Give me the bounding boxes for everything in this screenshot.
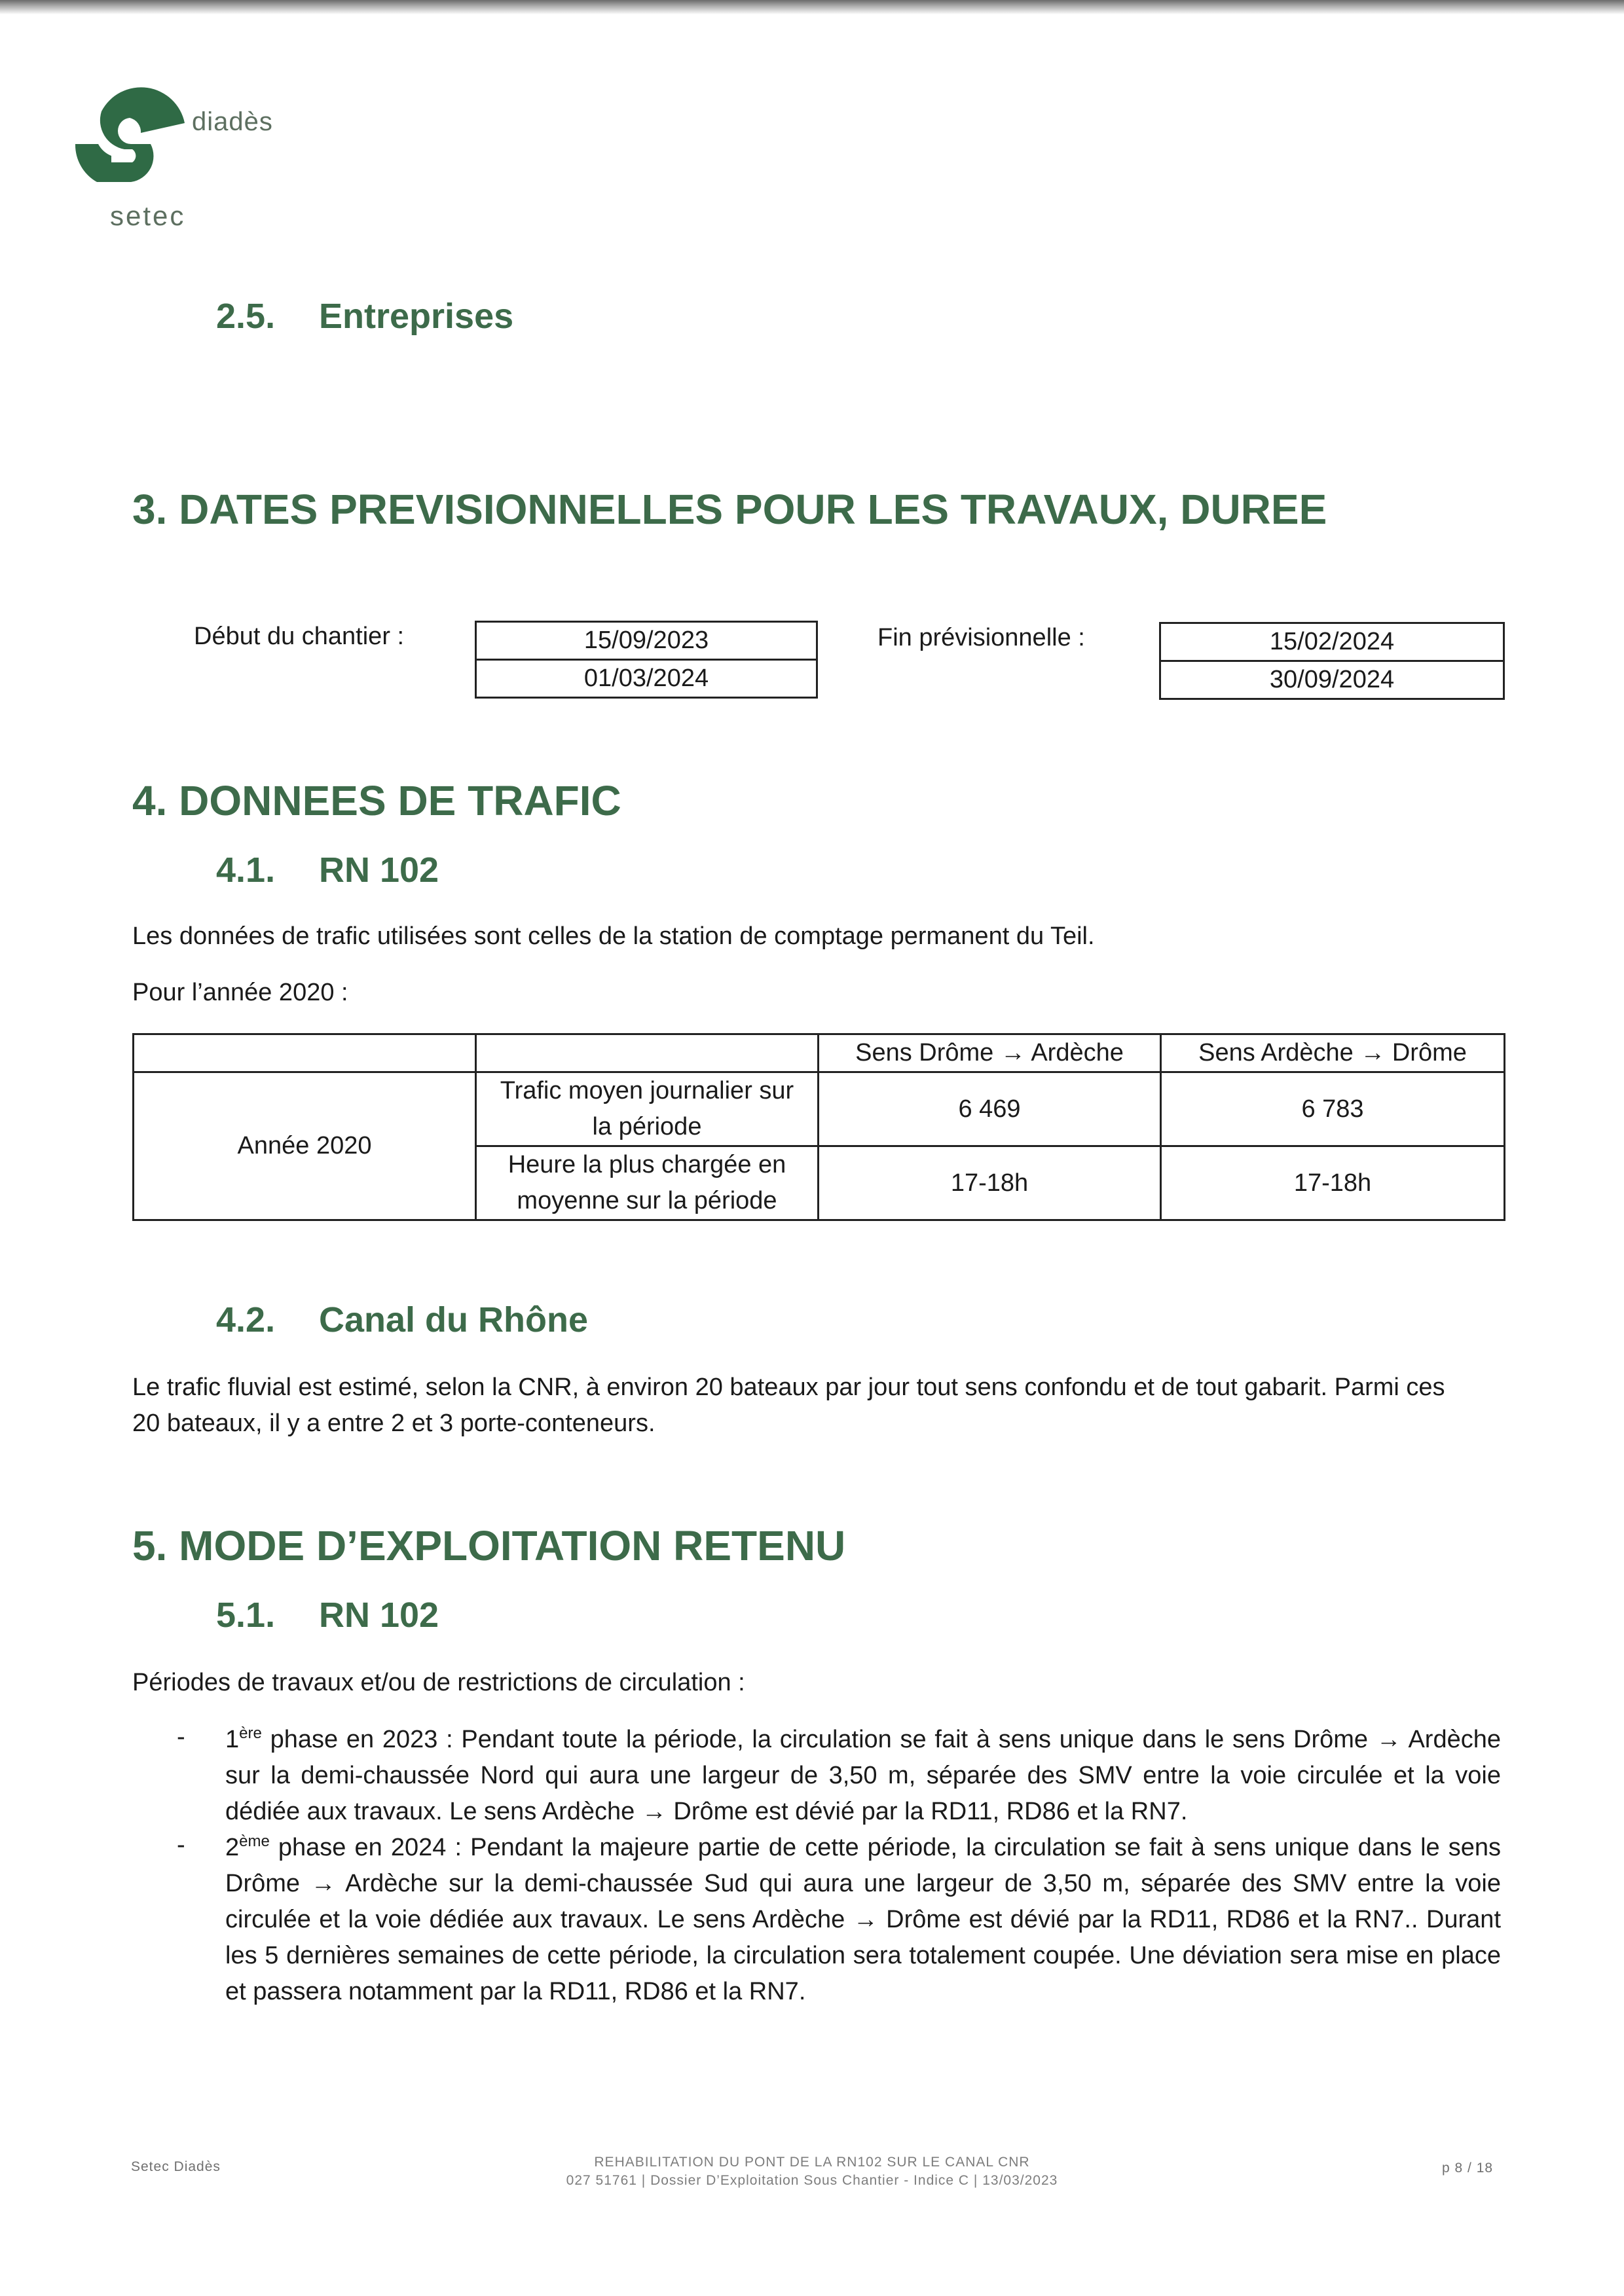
section-4-2-heading <box>216 1300 588 1340</box>
phase-2-bullet <box>225 1830 1501 2010</box>
section-title: RN 102 <box>319 1595 439 1635</box>
value-cell: 17-18h <box>1161 1146 1505 1220</box>
start-date-box <box>475 621 818 699</box>
traffic-source-text: Les données de trafic utilisées sont celles de la station de comptage permanent du Teil. <box>132 922 1095 950</box>
scan-edge <box>0 0 1624 14</box>
row-label-cell: Trafic moyen journalier sur la période <box>476 1072 819 1146</box>
row-label-cell: Heure la plus chargée en moyenne sur la période <box>476 1146 819 1220</box>
page-number: p 8 / 18 <box>1442 2160 1494 2176</box>
footer-project-title: REHABILITATION DU PONT DE LA RN102 SUR LE CANAL CNR <box>594 2155 1030 2170</box>
section-5-1-heading <box>216 1595 439 1635</box>
section-3-heading: 3. DATES PREVISIONNELLES POUR LES TRAVAUX, DUREE <box>132 486 1327 533</box>
phase-number: 2 <box>225 1834 240 1861</box>
section-number: 5.1. <box>216 1595 276 1635</box>
section-4-1-heading <box>216 850 439 890</box>
canal-traffic-text-line1: Le trafic fluvial est estimé, selon la CNR, à environ 20 bateaux par jour tout sens confondu et de tout gabarit. Parmi ces <box>132 1374 1445 1401</box>
year-cell: Année 2020 <box>134 1072 476 1220</box>
footer-company: Setec Diadès <box>131 2159 221 2174</box>
footer-document-info <box>498 2153 1126 2190</box>
end-date-label: Fin prévisionnelle : <box>877 624 1085 651</box>
phase-ordinal: ère <box>239 1724 262 1742</box>
phase-text: phase en 2024 : Pendant la majeure partie de cette période, la circulation se fait à sens unique dans le sens Drôme → Ardèche sur la demi-chaussée Sud qui aura une largeur de 3,50 m, séparée des SMV entre la voie circulée et la voie dédiée aux travaux. Le sens Ardèche → Drôme est dévié par la RD11, RD86 et la RN7.. Durant les 5 dernières semaines de cette période, la circulation sera totalement coupée. Une déviation sera mise en place et passera notamment par la RD11, RD86 et la RN7. <box>225 1834 1501 2005</box>
end-date-value: 30/09/2024 <box>1161 660 1503 698</box>
value-cell: 17-18h <box>819 1146 1161 1220</box>
logo-diades-text: diadès <box>192 107 273 136</box>
phase-ordinal: ème <box>239 1832 270 1850</box>
table-header-cell: Sens Ardèche → Drôme <box>1161 1034 1505 1072</box>
end-date-value: 15/02/2024 <box>1269 628 1395 655</box>
bullet-dash: - <box>177 1723 185 1751</box>
section-title: Canal du Rhône <box>319 1300 589 1339</box>
value-cell: 6 783 <box>1161 1072 1505 1146</box>
periods-intro-text: Périodes de travaux et/ou de restrictions de circulation : <box>132 1669 745 1696</box>
start-date-label: Début du chantier : <box>194 623 405 650</box>
start-date-value: 01/03/2024 <box>477 659 816 697</box>
start-date-value: 15/09/2023 <box>583 627 709 654</box>
setec-s-logo-icon <box>72 84 190 189</box>
section-2-5-heading <box>216 296 513 337</box>
section-number: 4.1. <box>216 850 276 890</box>
bullet-dash: - <box>177 1831 185 1859</box>
logo-setec-text: setec <box>110 200 186 231</box>
setec-diades-logo <box>72 84 288 241</box>
end-date-box <box>1159 622 1505 700</box>
footer-document-ref: 027 51761 | Dossier D’Exploitation Sous Chantier - Indice C | 13/03/2023 <box>566 2173 1058 2188</box>
traffic-table <box>132 1033 1505 1221</box>
section-title: RN 102 <box>319 850 439 890</box>
section-number: 4.2. <box>216 1300 276 1339</box>
phase-number: 1 <box>225 1726 240 1753</box>
traffic-table-header-row <box>134 1034 1505 1072</box>
phase-text: phase en 2023 : Pendant toute la période, la circulation se fait à sens unique dans le sens Drôme → Ardèche sur la demi-chaussée Nord qui aura une largeur de 3,50 m, séparée des SMV entre la voie circulée et la voie dédiée aux travaux. Le sens Ardèche → Drôme est dévié par la RD11, RD86 et la RN7. <box>225 1726 1501 1825</box>
section-number: 2.5. <box>216 297 276 336</box>
table-header-cell <box>134 1034 476 1072</box>
section-title: Entreprises <box>319 297 514 336</box>
section-4-heading: 4. DONNEES DE TRAFIC <box>132 777 621 824</box>
section-5-heading: 5. MODE D’EXPLOITATION RETENU <box>132 1522 846 1569</box>
phase-1-bullet <box>225 1722 1501 1830</box>
canal-traffic-text-line2: 20 bateaux, il y a entre 2 et 3 porte-conteneurs. <box>132 1410 655 1437</box>
year-intro-text: Pour l’année 2020 : <box>132 979 348 1006</box>
table-row <box>134 1072 1505 1146</box>
table-header-cell <box>476 1034 819 1072</box>
value-cell: 6 469 <box>819 1072 1161 1146</box>
table-header-cell: Sens Drôme → Ardèche <box>819 1034 1161 1072</box>
